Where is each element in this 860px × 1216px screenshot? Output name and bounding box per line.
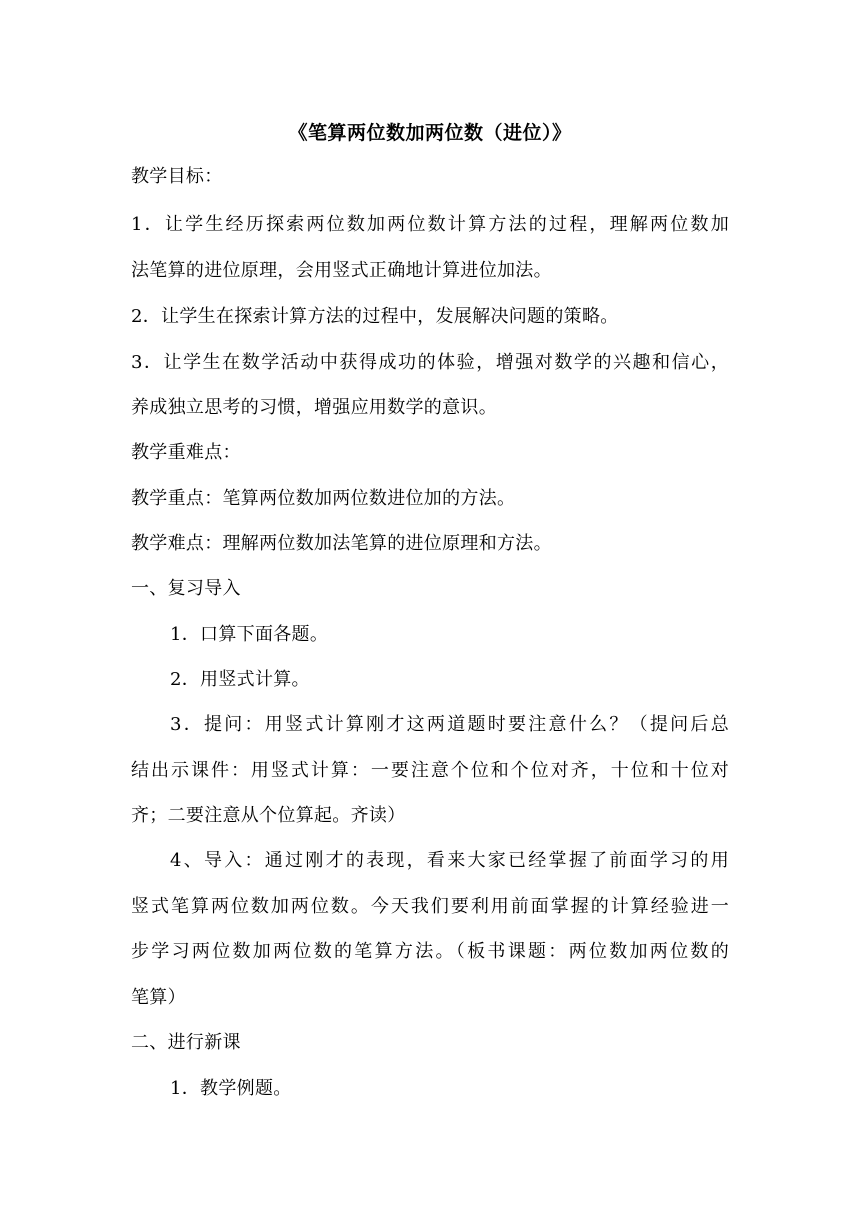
objective-1-line-2: 法笔算的进位原理，会用竖式正确地计算进位加法。 [131,260,552,281]
review-item-3-line-1: 3．提问：用竖式计算刚才这两道题时要注意什么？（提问后总 [170,714,729,735]
objective-1-line-1: 1．让学生经历探索两位数加两位数计算方法的过程，理解两位数加 [131,214,729,235]
section-heading-new-lesson: 二、进行新课 [131,1032,241,1053]
review-item-1: 1．口算下面各题。 [170,624,329,645]
new-lesson-item-1: 1．教学例题。 [170,1078,292,1099]
review-item-2: 2．用竖式计算。 [170,669,310,690]
section-heading-review: 一、复习导入 [131,578,241,599]
difficult-point: 教学难点：理解两位数加法笔算的进位原理和方法。 [131,533,552,554]
section-heading-objectives: 教学目标： [131,166,223,187]
review-item-4-line-3: 步学习两位数加两位数的笔算方法。（板书课题：两位数加两位数的 [131,941,729,962]
review-item-3-line-3: 齐；二要注意从个位算起。齐读） [131,805,406,826]
objective-3-line-1: 3．让学生在数学活动中获得成功的体验，增强对数学的兴趣和信心， [131,352,729,373]
document-title: 《笔算两位数加两位数（进位）》 [288,122,572,144]
objective-3-line-2: 养成独立思考的习惯，增强应用数学的意识。 [131,397,497,418]
objective-2: 2．让学生在探索计算方法的过程中，发展解决问题的策略。 [131,306,619,327]
review-item-4-line-2: 竖式笔算两位数加两位数。今天我们要利用前面掌握的计算经验进一 [131,896,729,917]
review-item-3-line-2: 结出示课件：用竖式计算：一要注意个位和个位对齐，十位和十位对 [131,760,729,781]
key-point: 教学重点：笔算两位数加两位数进位加的方法。 [131,488,516,509]
review-item-4-line-4: 笔算） [131,987,186,1008]
section-heading-key-points: 教学重难点： [131,442,241,463]
review-item-4-line-1: 4、导入：通过刚才的表现，看来大家已经掌握了前面学习的用 [170,850,729,871]
